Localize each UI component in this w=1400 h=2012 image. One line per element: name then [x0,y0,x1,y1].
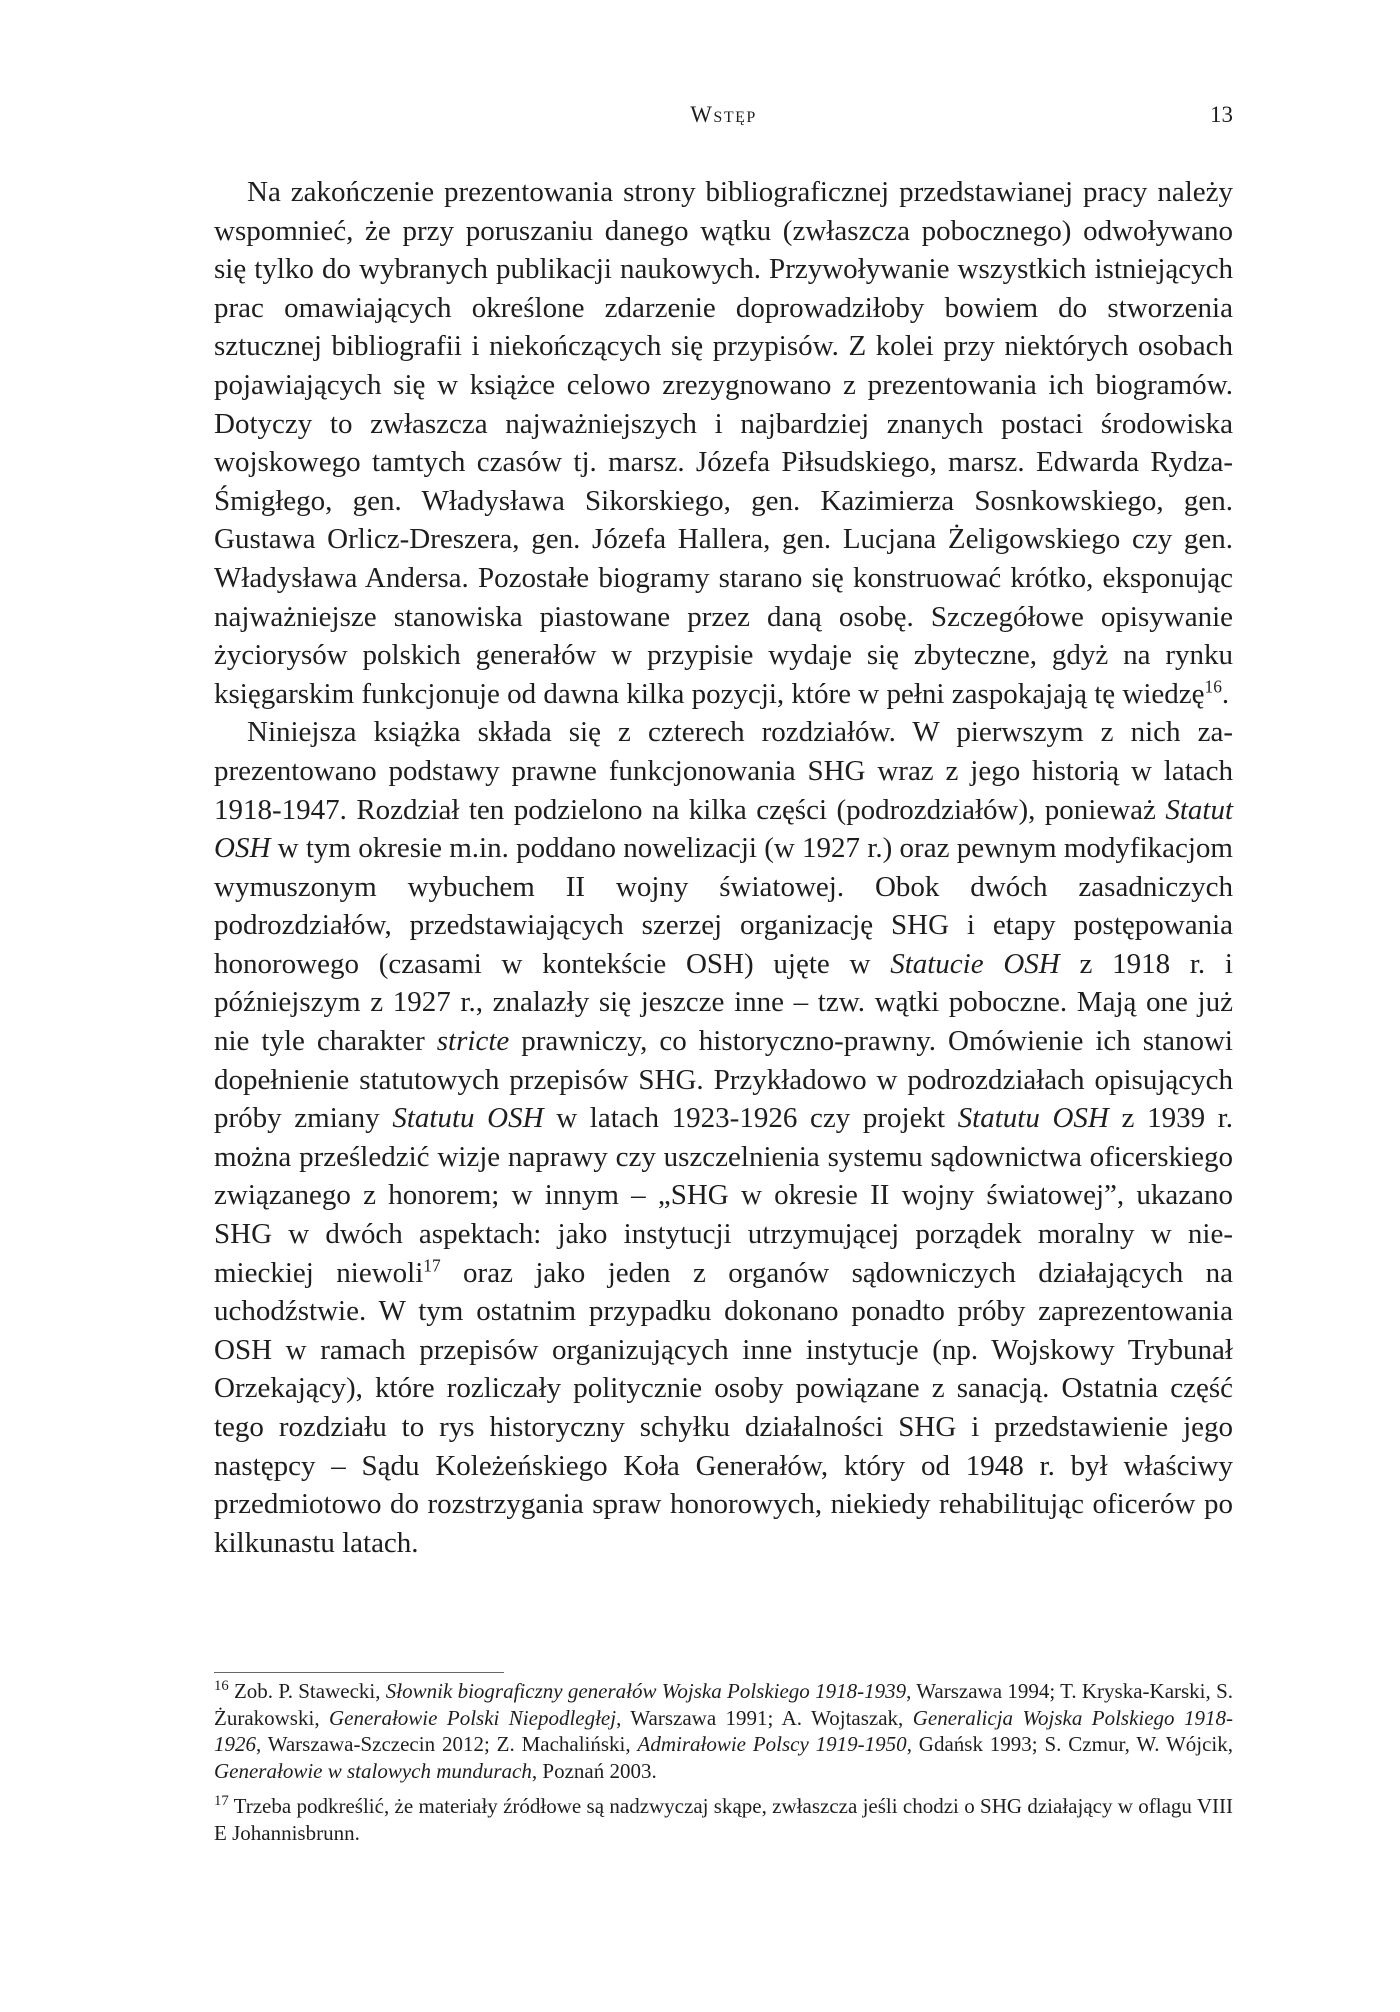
italic-text: Statucie OSH [890,947,1060,980]
italic-text: Statutu OSH [957,1102,1109,1135]
italic-text: Admirałowie Polscy 1919-1950 [637,1732,907,1756]
page-number: 13 [1210,102,1233,127]
text-run: , Warszawa 1994; T. Kryska-Karski, S. Żurakowski, [214,1679,1233,1730]
italic-text: Statutu OSH [392,1102,544,1135]
text-run: w tym okresie m.in. poddano nowelizacji (w 1927 r.) oraz pewnym modyfikacjom wymuszonym wybuchem II wojny światowej. Obok dwóch zasadniczych podrozdziałów, przedstawiających szerzej organizację SHG i etapy postępowania honorowego (czasami w kontekście OSH) ujęte w [214,832,1233,980]
footnote-marker: 17 [423,1254,441,1275]
footnote-marker: 17 [214,1793,229,1809]
text-run: , Gdańsk 1993; S. Czmur, W. Wójcik, [906,1732,1234,1756]
text-run: Na zakończenie prezentowania strony bibliograficznej przedstawianej pracy należy wspomnieć, że przy poruszaniu danego wątku (zwłaszcza pobocznego) odwoływano się tylko do wybranych publikacji naukowych. Przywoływanie wszystkich istniejących prac omawiających określone zdarzenie doprowadziłoby bowiem do stworzenia sztucznej bibliografii i niekończących się przypisów. Z kolei przy niektórych osobach pojawiających się w książce celowo zrezygnowano z prezentowania ich biogramów. Dotyczy to zwłaszcza najważniejszych i najbardziej znanych postaci środowiska wojskowego tamtych czasów tj. marsz. Józefa Piłsudskiego, marsz. Edwarda Rydza-Śmigłego, gen. Władysława Sikorskiego, gen. Kazimierza Sosnkowskiego, gen. Gustawa Orlicz-Dreszera, gen. Józefa Hallera, gen. Lucjana Żeligowskiego czy gen. Władysława Andersa. Pozostałe biogramy starano się konstruować krótko, eksponując najważniejsze stanowiska piastowane przez daną osobę. Szczegółowe opisywanie życiorysów polskich generałów w przypisie wydaje się zbyteczne, gdyż na rynku księgarskim funkcjonuje od dawna kilka pozycji, które w pełni zaspokajają tę wiedzę [214,176,1233,710]
footnote-marker: 16 [1204,676,1222,697]
text-run: . [1221,677,1230,710]
italic-text: Generalicja Wojska Polskiego 1918-1926 [214,1705,1233,1756]
running-head [214,102,1233,132]
text-run: , Poznań 2003. [531,1758,657,1783]
italic-text: stricte [436,1025,510,1058]
text-run: z 1939 r. można prześledzić wizje naprawy czy uszczelnienia systemu sądownictwa oficerskiego związanego z honorem; w innym – „SHG w okresie II wojny światowej”, ukazano SHG w dwóch aspektach: jako instytucji utrzymującej porządek moralny w niemieckiej niewoli [214,1102,1234,1289]
italic-text: Generałowie Polski Niepodległej [328,1705,617,1730]
italic-text: Słownik biograficzny generałów Wojska Polskiego 1918-1939 [385,1679,907,1703]
text-run: Trzeba podkreślić, że materiały źródłowe są nadzwyczaj skąpe, zwłaszcza jeśli chodzi o SHG działający w oflagu VIII E Johannisbrunn. [214,1794,1233,1845]
text-run: prawniczy, co historyczno-prawny. Omówienie ich stanowi dopełnienie statutowych przepisów SHG. Przykładowo w podrozdziałach opisujących próby zmiany [214,1025,1233,1135]
footnote-marker: 16 [214,1678,229,1694]
paragraph [214,713,1233,1562]
text-run: Zob. P. Stawecki, [228,1679,386,1703]
italic-text: Statut OSH [214,793,1233,865]
italic-text: Generałowie w stalowych mundurach [214,1758,532,1783]
text-run: Niniejsza książka składa się z czterech rozdziałów. W pierwszym z nich zaprezentowano podstawy prawne funkcjonowania SHG wraz z jego historią w latach 1918-1947. Rozdział ten podzielono na kilka części (podrozdziałów), ponieważ [214,716,1233,826]
footnote-separator [214,1672,504,1673]
chapter-title: Wstęp [690,102,757,127]
body-text [214,173,1233,1562]
footnote [214,1678,1233,1784]
text-run: , Warszawa 1991; A. Wojtaszak, [616,1705,913,1730]
text-run: , Warszawa-Szczecin 2012; Z. Machaliński, [256,1732,638,1756]
paragraph [214,173,1233,713]
text-run: oraz jako jeden z organów sądowniczych działających na uchodźstwie. W tym ostatnim przypadku dokonano ponadto próby zaprezentowania OSH w ramach przepisów organizujących inne instytucje (np. Wojskowy Trybunał Orzekający), które rozliczały politycznie osoby powiązane z sanacją. Ostatnia część tego rozdziału to rys historyczny schyłku działalności SHG i przedstawienie jego następcy – Sądu Koleżeńskiego Koła Generałów, który od 1948 r. był właściwy przedmiotowo do rozstrzygania spraw honorowych, niekiedy rehabilitując oficerów po kilkunastu latach. [214,1256,1233,1559]
footnotes [214,1678,1233,1855]
text-run: z 1918 r. i późniejszym z 1927 r., znalazły się jeszcze inne – tzw. wątki poboczne. Mają one już nie tyle charakter [214,947,1233,1058]
text-run: w latach 1923-1926 czy projekt [543,1102,958,1135]
footnote [214,1793,1233,1846]
